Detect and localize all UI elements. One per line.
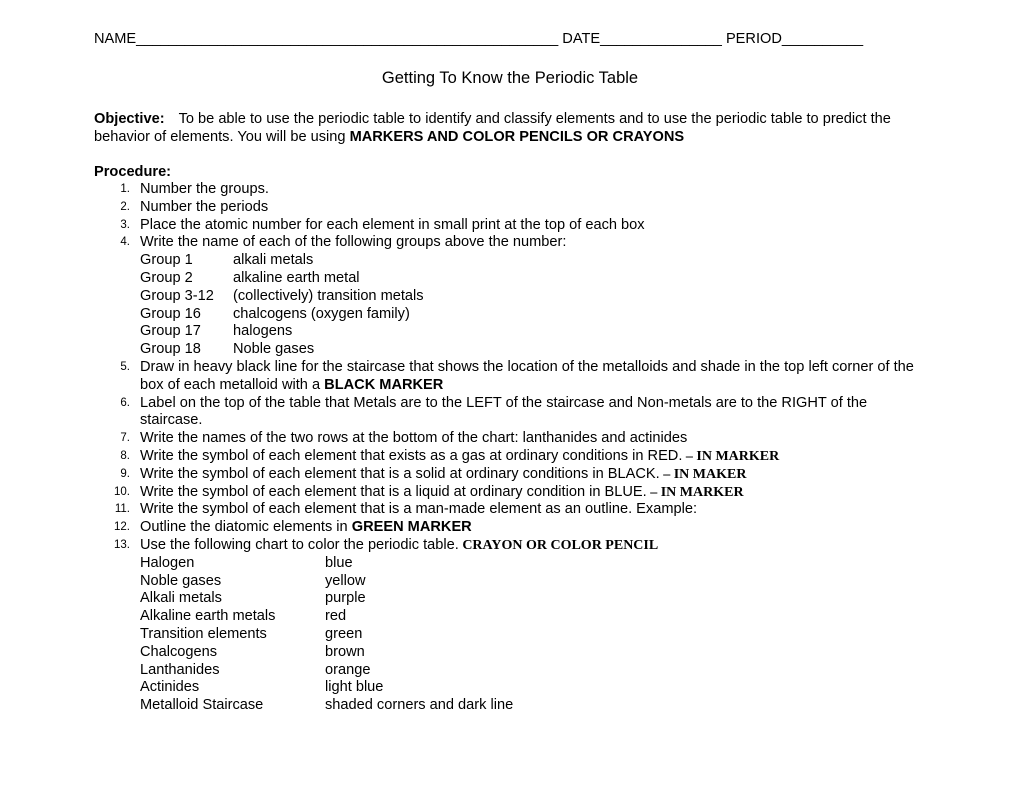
step-number: 13. <box>114 538 130 551</box>
period-label: PERIOD <box>725 31 782 47</box>
step-note: CRAYON OR COLOR PENCIL <box>458 537 659 553</box>
step-number: 8. <box>120 449 130 462</box>
step-item <box>94 181 920 199</box>
step-note: – IN MARKER <box>682 448 780 464</box>
step-number: 2. <box>120 200 130 213</box>
color-family: Lanthanides <box>140 661 220 678</box>
step-number: 10. <box>114 485 130 498</box>
step-item <box>94 466 920 484</box>
group-name: Noble gases <box>233 341 315 358</box>
group-row <box>94 252 920 270</box>
color-value: light blue <box>325 679 384 696</box>
step-number: 5. <box>120 360 130 373</box>
group-number: Group 2 <box>140 269 193 286</box>
group-name: (collectively) transition metals <box>233 287 424 304</box>
color-value: brown <box>325 643 365 660</box>
group-number: Group 18 <box>140 341 201 358</box>
color-family: Actinides <box>140 679 200 696</box>
step-item <box>94 234 920 252</box>
color-row <box>94 608 920 626</box>
step-text: Write the symbol of each element that is a liquid at ordinary condition in BLUE. <box>140 483 647 500</box>
step-number: 3. <box>120 218 130 231</box>
step-item <box>94 395 920 431</box>
color-family: Metalloid Staircase <box>140 697 264 714</box>
color-value: red <box>325 608 347 625</box>
color-family: Noble gases <box>140 572 222 589</box>
color-row <box>94 662 920 680</box>
step-note: – IN MARKER <box>646 484 744 500</box>
step-number: 6. <box>120 396 130 409</box>
step-text: Number the groups. <box>140 181 269 197</box>
color-row <box>94 644 920 662</box>
group-number: Group 16 <box>140 305 201 322</box>
objective-label: Objective: <box>94 111 165 127</box>
color-value: yellow <box>325 572 366 589</box>
step-emphasis: GREEN MARKER <box>351 519 472 536</box>
objective-paragraph <box>94 110 920 146</box>
date-label: DATE <box>562 31 601 47</box>
period-blank: __________ <box>781 31 864 47</box>
group-number: Group 17 <box>140 323 201 340</box>
header-line <box>94 30 934 48</box>
step-item <box>94 217 920 235</box>
name-label: NAME <box>94 31 137 47</box>
step-item <box>94 430 920 448</box>
date-blank: _______________ <box>600 31 722 47</box>
color-family: Transition elements <box>140 625 267 642</box>
color-value: shaded corners and dark line <box>325 697 514 714</box>
step-text: Outline the diatomic elements in <box>140 519 352 536</box>
step-number: 1. <box>120 183 130 195</box>
color-row <box>94 590 920 608</box>
step-number: 4. <box>120 236 130 249</box>
procedure-heading: Procedure: <box>94 164 172 180</box>
group-row <box>94 323 920 341</box>
procedure-list <box>94 181 920 715</box>
objective-text: To be able to use the periodic table to identify and classify elements and to use the periodic table to predict the behavior of elements. You will be using <box>94 111 891 145</box>
step-number: 7. <box>120 432 130 445</box>
step-item <box>94 448 920 466</box>
step-item <box>94 519 920 537</box>
objective-emphasis: MARKERS AND COLOR PENCILS OR CRAYONS <box>349 129 685 145</box>
step-number: 11. <box>114 503 130 516</box>
step-text: Label on the top of the table that Metals are to the LEFT of the staircase and Non-metals are to the RIGHT of the staircase. <box>140 394 868 429</box>
step-text: Write the symbol of each element that exists as a gas at ordinary conditions in RED. <box>140 447 683 464</box>
group-row <box>94 341 920 359</box>
color-family: Halogen <box>140 554 195 571</box>
group-row <box>94 288 920 306</box>
color-row <box>94 679 920 697</box>
color-family: Alkaline earth metals <box>140 608 276 625</box>
name-blank: ____________________________________________________ <box>136 31 559 47</box>
step-number: 9. <box>120 467 130 480</box>
color-value: orange <box>325 661 371 678</box>
color-value: purple <box>325 590 366 607</box>
step-note: – IN MAKER <box>659 466 747 482</box>
step-text: Write the name of each of the following groups above the number: <box>140 234 567 251</box>
group-name: alkaline earth metal <box>233 269 360 286</box>
step-number: 12. <box>114 521 130 534</box>
step-text: Use the following chart to color the periodic table. <box>140 536 459 553</box>
color-value: blue <box>325 554 353 571</box>
page-title: Getting To Know the Periodic Table <box>381 69 639 87</box>
step-text: Number the periods <box>140 198 269 215</box>
step-text: Write the symbol of each element that is a solid at ordinary conditions in BLACK. <box>140 465 660 482</box>
step-item <box>94 199 920 217</box>
group-number: Group 3-12 <box>140 287 214 304</box>
color-row <box>94 573 920 591</box>
color-value: green <box>325 625 363 642</box>
color-row <box>94 697 920 715</box>
step-text: Place the atomic number for each element in small print at the top of each box <box>140 216 645 233</box>
group-row <box>94 306 920 324</box>
step-text: Write the names of the two rows at the bottom of the chart: lanthanides and actinides <box>140 430 688 447</box>
group-name: halogens <box>233 323 293 340</box>
color-family: Chalcogens <box>140 643 218 660</box>
group-name: chalcogens (oxygen family) <box>233 305 410 322</box>
step-item <box>94 537 920 555</box>
step-item <box>94 484 920 502</box>
color-family: Alkali metals <box>140 590 222 607</box>
color-row <box>94 626 920 644</box>
group-row <box>94 270 920 288</box>
group-name: alkali metals <box>233 252 314 269</box>
step-emphasis: BLACK MARKER <box>324 376 444 393</box>
step-item <box>94 501 920 519</box>
step-text: Draw in heavy black line for the staircase that shows the location of the metalloids and shade in the top left corner of the box of each metalloid with a <box>140 358 914 393</box>
step-text: Write the symbol of each element that is a man-made element as an outline. Example: <box>140 501 698 518</box>
step-item <box>94 359 920 395</box>
group-number: Group 1 <box>140 252 193 269</box>
color-row <box>94 555 920 573</box>
